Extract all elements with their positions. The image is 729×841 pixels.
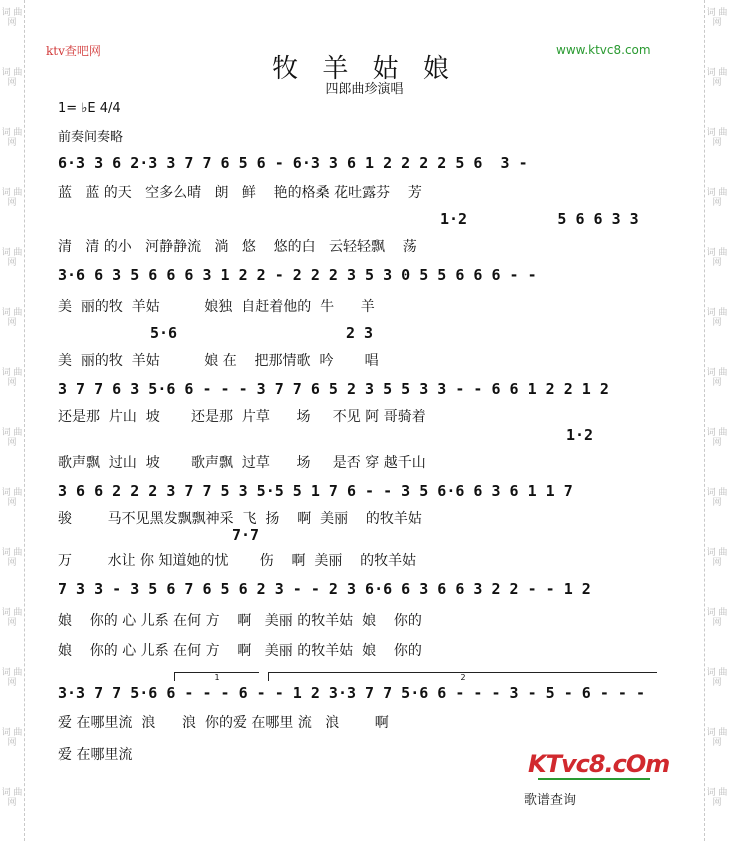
- lyric-line: 娘 你的 心 儿系 在何 方 啊 美丽 的牧羊姑 娘 你的: [58, 613, 422, 629]
- lyric-line: 爱 在哪里流 浪 浪 你的爱 在哪里 流 浪 啊: [58, 715, 389, 731]
- watermark-text: 词 曲 网: [1, 428, 23, 448]
- left-watermark-strip: [0, 0, 25, 841]
- notation-line: 3 6 6 2 2 2 3 7 7 5 3 5·5 5 1 7 6 - - 3 5 6·6 6 3 6 1 1 7: [58, 482, 573, 500]
- watermark-text: 词 曲 网: [706, 728, 728, 748]
- watermark-text: 词 曲 网: [1, 488, 23, 508]
- site-url[interactable]: www.ktvc8.com: [556, 43, 651, 57]
- watermark-text: 词 曲 网: [706, 248, 728, 268]
- watermark-text: 词 曲 网: [1, 548, 23, 568]
- watermark-text: 词 曲 网: [1, 68, 23, 88]
- notation-line: 7 3 3 - 3 5 6 7 6 5 6 2 3 - - 2 3 6·6 6 3 6 6 3 2 2 - - 1 2: [58, 580, 591, 598]
- watermark-text: 词 曲 网: [706, 608, 728, 628]
- lyric-line: 还是那 片山 坡 还是那 片草 场 不见 阿 哥骑着: [58, 409, 426, 425]
- watermark-text: 词 曲 网: [1, 788, 23, 808]
- prelude-note: 前奏间奏略: [58, 130, 124, 145]
- watermark-text: 词 曲 网: [1, 608, 23, 628]
- watermark-text: 词 曲 网: [706, 668, 728, 688]
- watermark-text: 词 曲 网: [1, 308, 23, 328]
- logo-caption: 歌谱查询: [524, 793, 577, 808]
- logo-underline: [538, 778, 650, 780]
- watermark-text: 词 曲 网: [1, 728, 23, 748]
- notation-line: 3·3 7 7 5·6 6 - - - 6 - - 1 2 3·3 7 7 5·6 6 - - - 3 - 5 - 6 - - -: [58, 684, 645, 702]
- right-watermark-strip: [704, 0, 729, 841]
- notation-annotation: 2 3: [346, 324, 374, 342]
- watermark-text: 词 曲 网: [1, 8, 23, 28]
- watermark-text: 词 曲 网: [706, 788, 728, 808]
- watermark-text: 词 曲 网: [706, 188, 728, 208]
- lyric-line: 美 丽的牧 羊姑 娘 在 把那情歌 吟 唱: [58, 353, 379, 369]
- notation-line: 3·6 6 3 5 6 6 6 3 1 2 2 - 2 2 2 3 5 3 0 5 5 6 6 6 - -: [58, 266, 537, 284]
- volta-label: 1: [214, 673, 220, 682]
- song-subtitle: 四郎曲珍演唱: [325, 82, 404, 97]
- lyric-line: 万 水让 你 知道她的忧 伤 啊 美丽 的牧羊姑: [58, 553, 417, 569]
- lyric-line: 爱 在哪里流: [58, 747, 133, 763]
- site-logo[interactable]: KTvc8.cOm: [528, 750, 670, 778]
- watermark-text: 词 曲 网: [706, 548, 728, 568]
- watermark-text: 词 曲 网: [706, 128, 728, 148]
- notation-annotation: 7·7: [232, 526, 260, 544]
- lyric-line: 歌声飘 过山 坡 歌声飘 过草 场 是否 穿 越千山: [58, 455, 426, 471]
- watermark-text: 词 曲 网: [1, 668, 23, 688]
- watermark-text: 词 曲 网: [1, 188, 23, 208]
- watermark-text: 词 曲 网: [1, 248, 23, 268]
- watermark-text: 词 曲 网: [706, 428, 728, 448]
- watermark-text: 词 曲 网: [706, 68, 728, 88]
- watermark-text: 词 曲 网: [706, 8, 728, 28]
- notation-line: 3 7 7 6 3 5·6 6 - - - 3 7 7 6 5 2 3 5 5 3 3 - - 6 6 1 2 2 1 2: [58, 380, 609, 398]
- lyric-line: 骏 马不见黑发飘飘神采 飞 扬 啊 美丽 的牧羊姑: [58, 511, 422, 527]
- notation-annotation: 5·6: [150, 324, 178, 342]
- key-signature: 1= ♭E 4/4: [58, 101, 121, 116]
- lyric-line: 蓝 蓝 的天 空多么晴 朗 鲜 艳的格桑 花吐露芬 芳: [58, 185, 422, 201]
- lyric-line: 娘 你的 心 儿系 在何 方 啊 美丽 的牧羊姑 娘 你的: [58, 643, 422, 659]
- notation-annotation: 1·2: [566, 426, 594, 444]
- lyric-line: 美 丽的牧 羊姑 娘独 自赶着他的 牛 羊: [58, 299, 375, 315]
- notation-annotation: 1·2 5 6 6 3 3: [440, 210, 639, 228]
- watermark-text: 词 曲 网: [1, 128, 23, 148]
- song-title: 牧 羊 姑 娘: [272, 54, 457, 84]
- notation-line: 6·3 3 6 2·3 3 7 7 6 5 6 - 6·3 3 6 1 2 2 2 2 5 6 3 -: [58, 154, 528, 172]
- lyric-line: 清 清 的小 河静静流 淌 悠 悠的白 云轻轻飘 荡: [58, 239, 417, 255]
- watermark-text: 词 曲 网: [706, 368, 728, 388]
- watermark-text: 词 曲 网: [1, 368, 23, 388]
- site-brand-left[interactable]: ktv查吧网: [46, 44, 101, 58]
- watermark-text: 词 曲 网: [706, 488, 728, 508]
- watermark-text: 词 曲 网: [706, 308, 728, 328]
- volta-bracket-1: [174, 672, 259, 681]
- volta-label: 2: [460, 673, 466, 682]
- volta-bracket-2: [268, 672, 657, 681]
